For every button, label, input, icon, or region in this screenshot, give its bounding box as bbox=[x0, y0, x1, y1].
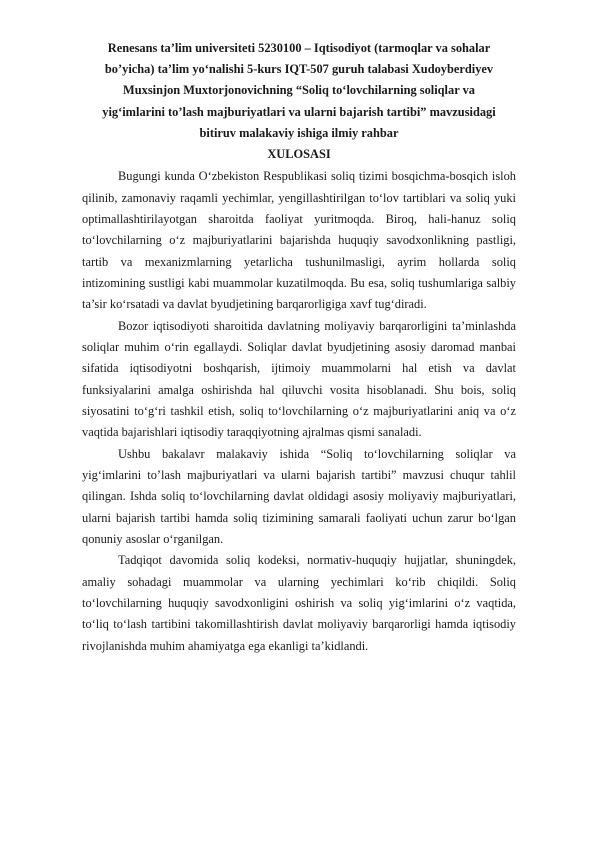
section-title: XULOSASI bbox=[267, 147, 331, 162]
document-page bbox=[82, 38, 516, 657]
paragraph: Ushbu bakalavr malakaviy ishida “Soliq to‘lovchilarning soliqlar va yig‘imlarini to’lash majburiyatlari va ularni bajarish tartibi” mavzusi chuqur tahlil qilingan. Ishda soliq to‘lovchilarning davlat oldidagi asosiy moliyaviy majburiyatlari, ularni bajarish tartibi hamda soliq tizimining samarali faoliyati uchun zarur bo‘lgan qonuniy asoslar o‘rganilgan. bbox=[82, 446, 516, 547]
paragraph: Bugungi kunda O‘zbekiston Respublikasi soliq tizimi bosqichma-bosqich isloh qilinib, zamonaviy raqamli yechimlar, yengillashtirilgan to‘lov tartiblari va soliq yuki optimallashtirilayotgan sharoitda faoliyat yuritmoqda. Biroq, hali-hanuz soliq to‘lovchilarning o‘z majburiyatlarini bajarishda huquqiy savodxonlikning pastligi, tartib va mexanizmlarning yetarlicha tushunilmasligi, ayrim hollarda soliq intizomining sustligi kabi muammolar kuzatilmoqda. Bu esa, soliq tushumlariga salbiy ta’sir ko‘rsatadi va davlat byudjetining barqarorligiga xavf tug‘diradi. bbox=[82, 169, 516, 312]
heading-line: Renesans ta’lim universiteti 5230100 – Iqtisodiyot (tarmoqlar va sohalar bbox=[107, 41, 491, 55]
heading-line: bitiruv malakaviy ishiga ilmiy rahbar bbox=[199, 125, 399, 140]
paragraph: Bozor iqtisodiyoti sharoitida davlatning moliyaviy barqarorligini ta’minlashda soliqlar muhim o‘rin egallaydi. Soliqlar davlat byudjetining asosiy daromad manbai sifatida iqtisodiyotni boshqarish, ijtimoiy muammolarni hal etish va davlat funksiyalarini amalga oshirishda hal qiluvchi vosita hisoblanadi. Shu bois, soliq siyosatini to‘g‘ri tashkil etish, soliq to‘lovchilarning o‘z majburiyatlarini aniq va o‘z vaqtida bajarishlari iqtisodiy taraqqiyotning ajralmas qismi sanaladi. bbox=[82, 318, 516, 440]
document-heading bbox=[82, 38, 516, 144]
heading-line: yig‘imlarini to’lash majburiyatlari va ularni bajarish tartibi” mavzusidagi bbox=[102, 104, 496, 119]
paragraph: Tadqiqot davomida soliq kodeksi, normativ-huquqiy hujjatlar, shuningdek, amaliy sohadagi muammolar va ularning yechimlari ko‘rib chiqildi. Soliq to‘lovchilarning huquqiy savodxonligini oshirish va soliq yig‘imlarini o‘z vaqtida, to‘liq to‘lash tartibini takomillashtirish davlat moliyaviy barqarorligi hamda iqtisodiy rivojlanishda muhim ahamiyatga ega ekanligi ta’kidlandi. bbox=[82, 553, 516, 653]
heading-line: bo’yicha) ta’lim yo‘nalishi 5-kurs IQT-507 guruh talabasi Xudoyberdiyev bbox=[104, 62, 494, 77]
heading-line: Muxsinjon Muxtorjonovichning “Soliq to‘lovchilarning soliqlar va bbox=[123, 83, 475, 98]
